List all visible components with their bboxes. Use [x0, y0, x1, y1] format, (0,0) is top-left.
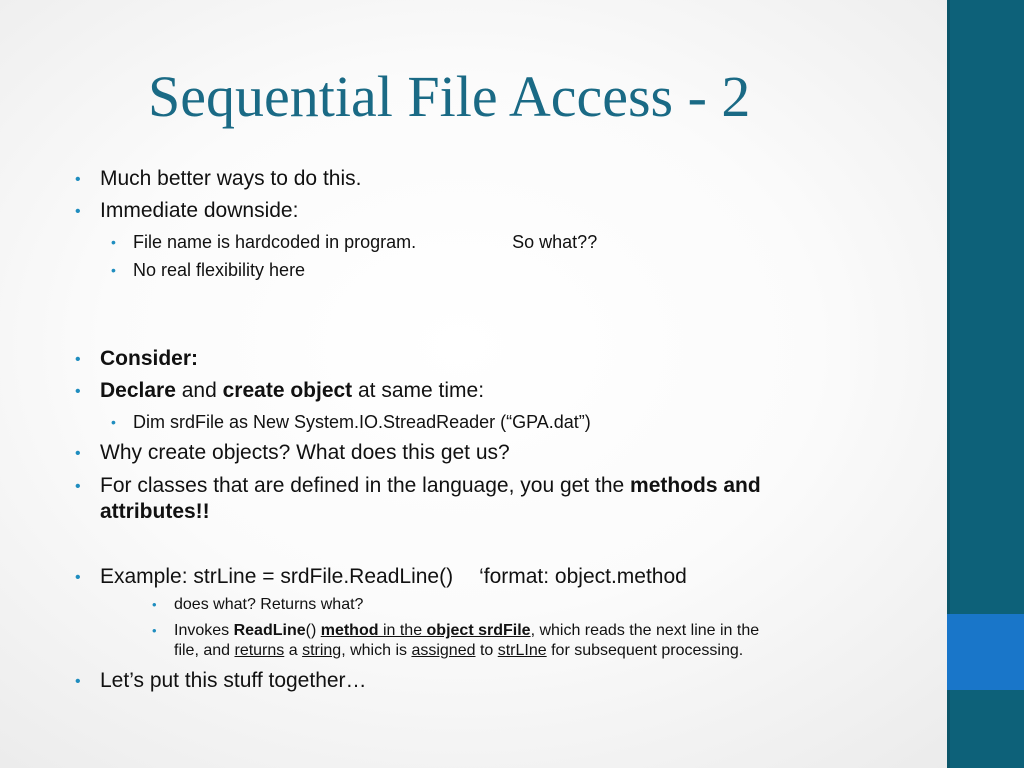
subbullet-flexibility [111, 259, 306, 281]
sidebar-accent-block [947, 614, 1024, 690]
declare-text: Declare [100, 379, 176, 402]
assigned-text: assigned [411, 642, 476, 659]
slide-title: Sequential File Access - 2 [148, 64, 751, 129]
bullet-dot: • [75, 478, 81, 495]
subbullet-text: File name is hardcoded in program. [133, 232, 417, 252]
bullet-classes-cont [100, 499, 210, 525]
readline-text: ReadLine [233, 622, 306, 639]
same-time-text: at same time: [352, 379, 485, 402]
example-comment-text: ‘format: object.method [479, 565, 687, 588]
bullet-declare-create [75, 378, 485, 404]
subbullet-invokes [152, 621, 760, 641]
bullet-text: Let’s put this stuff together… [100, 669, 367, 692]
subbullet-invokes-cont [174, 641, 743, 661]
bullet-text: For classes that are defined in the language, you get the [100, 474, 631, 497]
bullet-much-better [75, 166, 362, 192]
attributes-text: attributes!! [100, 500, 210, 523]
bullet-dot: • [111, 414, 116, 430]
sidebar-band [947, 0, 1024, 768]
string-text: string [302, 642, 342, 659]
methods-and-text: methods and [630, 474, 761, 497]
subbullet-does-what [152, 595, 364, 615]
bullet-consider [75, 346, 199, 372]
subbullet-text: does what? Returns what? [174, 596, 364, 613]
returns-text: returns [234, 642, 285, 659]
bullet-dot: • [152, 623, 157, 638]
bullet-text: Consider: [100, 347, 199, 370]
method-text: method [320, 622, 379, 639]
to-text: to [475, 642, 498, 659]
parens-text: () [305, 622, 321, 639]
bullet-dot: • [75, 445, 81, 462]
bullet-text: Immediate downside: [100, 199, 299, 222]
subbullet-text: Dim srdFile as New System.IO.StreadReader (“GPA.dat”) [133, 412, 591, 432]
bullet-dot: • [75, 171, 81, 188]
and-text: and [175, 379, 223, 402]
subbullet-aside: So what?? [512, 232, 598, 252]
bullet-dot: • [111, 234, 116, 250]
bullet-classes [75, 473, 761, 499]
bullet-dot: • [75, 569, 81, 586]
in-the-text: in the [378, 622, 427, 639]
bullet-dot: • [152, 597, 157, 612]
create-object-text: create object [222, 379, 353, 402]
subbullet-dim [111, 411, 591, 433]
bullet-dot: • [75, 351, 81, 368]
bullet-put-together [75, 668, 367, 694]
subsequent-processing-text: for subsequent processing. [546, 642, 744, 659]
strline-text: strLIne [497, 642, 547, 659]
bullet-dot: • [75, 383, 81, 400]
subbullet-text: No real flexibility here [133, 260, 306, 280]
a-text: a [284, 642, 303, 659]
object-srdfile-text: object srdFile [426, 622, 531, 639]
reads-next-line-text: , which reads the next line in the [530, 622, 760, 639]
bullet-example [75, 564, 687, 590]
bullet-dot: • [111, 262, 116, 278]
invokes-text: Invokes [174, 622, 234, 639]
bullet-text: Why create objects? What does this get us? [100, 441, 510, 464]
example-code-text: Example: strLine = srdFile.ReadLine() [100, 565, 454, 588]
bullet-dot: • [75, 203, 81, 220]
bullet-immediate-downside [75, 198, 299, 224]
which-is-text: , which is [341, 642, 412, 659]
bullet-text: Much better ways to do this. [100, 167, 362, 190]
subbullet-hardcoded [111, 231, 598, 253]
bullet-why-objects [75, 440, 510, 466]
file-and-text: file, and [174, 642, 235, 659]
bullet-dot: • [75, 673, 81, 690]
